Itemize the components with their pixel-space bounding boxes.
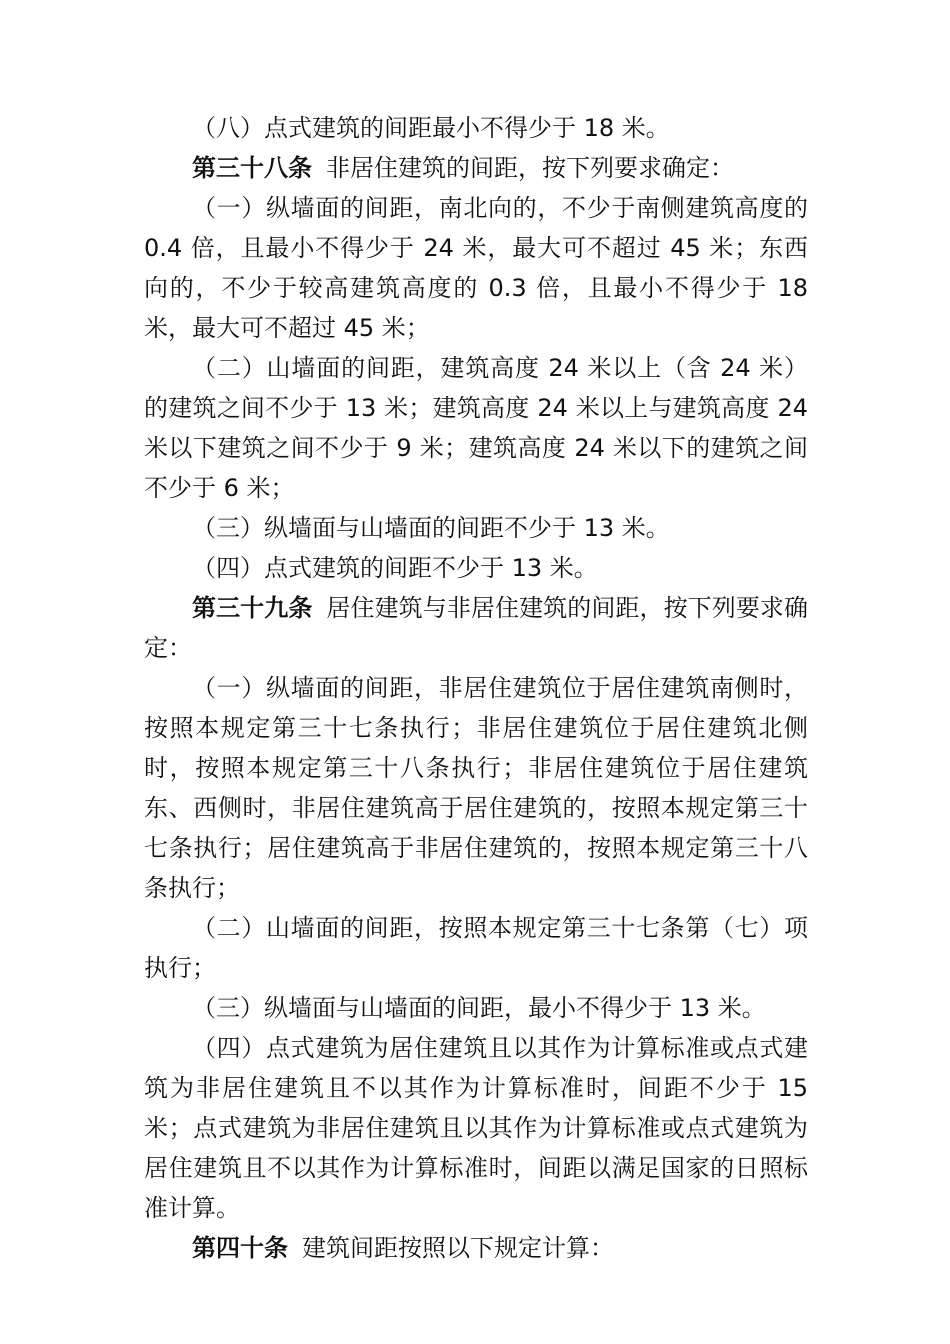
- paragraph-text: （八）点式建筑的间距最小不得少于 18 米。: [192, 114, 670, 142]
- article-label: 第三十九条: [192, 594, 313, 622]
- paragraph-text: （一）纵墙面的间距，非居住建筑位于居住建筑南侧时，按照本规定第三十七条执行；非居住建筑位于居住建筑北侧时，按照本规定第三十八条执行；非居住建筑位于居住建筑东、西侧时，非居住建筑高于居住建筑的，按照本规定第三十七条执行；居住建筑高于非居住建筑的，按照本规定第三十八条执行；: [144, 674, 808, 902]
- paragraph-article-38-item-3: [144, 508, 808, 548]
- paragraph-article-38: [144, 148, 808, 188]
- paragraph-text: （三）纵墙面与山墙面的间距，最小不得少于 13 米。: [192, 994, 766, 1022]
- paragraph-article-38-item-4: [144, 548, 808, 588]
- article-label: 第三十八条: [192, 154, 312, 182]
- paragraph-clause-8: [144, 108, 808, 148]
- paragraph-article-40: [144, 1228, 808, 1268]
- document-body: [144, 108, 808, 1268]
- paragraph-article-39-item-2: [144, 908, 808, 988]
- paragraph-text: （二）山墙面的间距，建筑高度 24 米以上（含 24 米）的建筑之间不少于 13 米；建筑高度 24 米以上与建筑高度 24 米以下建筑之间不少于 9 米；建筑高度 24 米以下的建筑之间不少于 6 米；: [144, 354, 808, 502]
- paragraph-text: （二）山墙面的间距，按照本规定第三十七条第（七）项执行；: [144, 914, 808, 982]
- paragraph-article-39: [144, 588, 808, 668]
- paragraph-article-39-item-1: [144, 668, 808, 908]
- paragraph-article-39-item-4: [144, 1028, 808, 1228]
- paragraph-text: 建筑间距按照以下规定计算：: [302, 1234, 614, 1262]
- paragraph-text: 非居住建筑的间距，按下列要求确定：: [326, 154, 734, 182]
- article-label: 第四十条: [192, 1234, 288, 1262]
- paragraph-text: （一）纵墙面的间距，南北向的，不少于南侧建筑高度的 0.4 倍，且最小不得少于 24 米，最大可不超过 45 米；东西向的，不少于较高建筑高度的 0.3 倍，且最小不得少于 18 米，最大可不超过 45 米；: [144, 194, 808, 342]
- paragraph-text: 居住建筑与非居住建筑的间距，按下列要求确定：: [144, 594, 809, 662]
- paragraph-text: （四）点式建筑为居住建筑且以其作为计算标准或点式建筑为非居住建筑且不以其作为计算标准时，间距不少于 15 米；点式建筑为非居住建筑且以其作为计算标准或点式建筑为居住建筑且不以其作为计算标准时，间距以满足国家的日照标准计算。: [144, 1034, 808, 1222]
- paragraph-article-38-item-2: [144, 348, 808, 508]
- paragraph-text: （三）纵墙面与山墙面的间距不少于 13 米。: [192, 514, 670, 542]
- paragraph-text: （四）点式建筑的间距不少于 13 米。: [192, 554, 598, 582]
- paragraph-article-38-item-1: [144, 188, 808, 348]
- paragraph-article-39-item-3: [144, 988, 808, 1028]
